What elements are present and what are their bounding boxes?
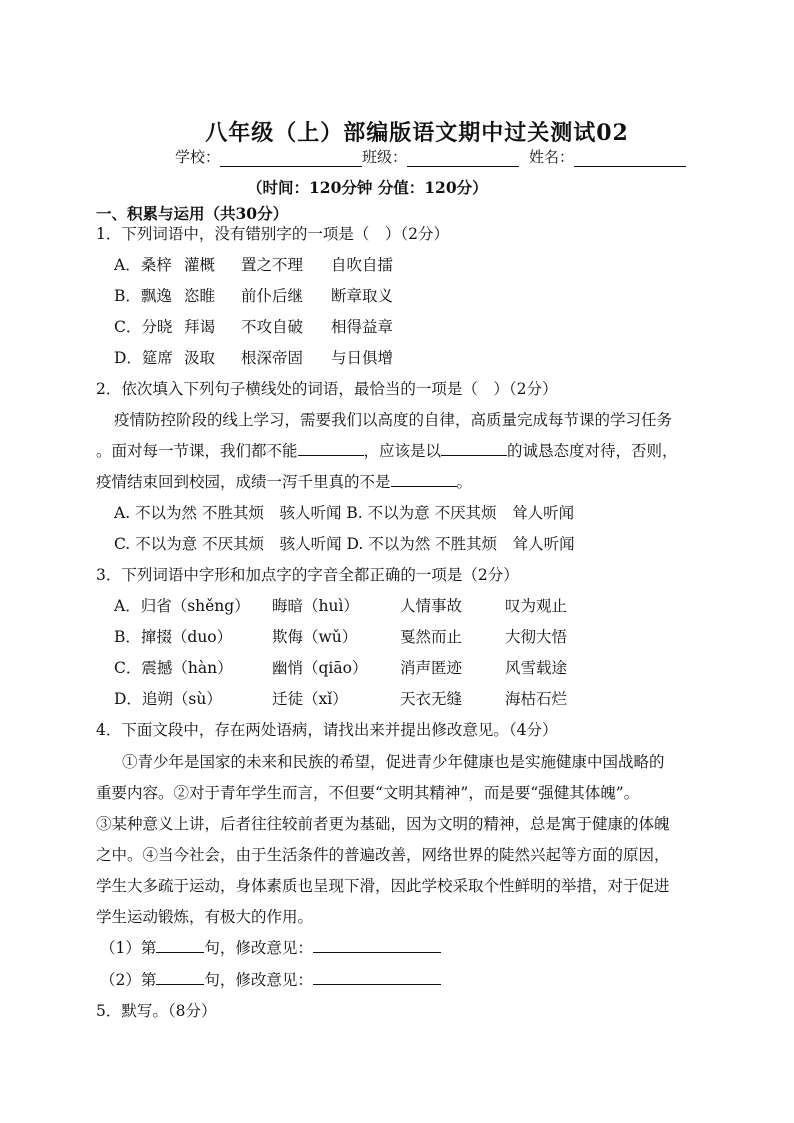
question-5-stem: 5．默写。（8分） xyxy=(96,1002,217,1020)
q2-passage-line-1: 疫情防控阶段的线上学习，需要我们以高度的自律，高质量完成每节课的学习任务 xyxy=(114,411,673,429)
question-2-stem: 2．依次填入下列句子横线处的词语，最恰当的一项是（ ）（2分） xyxy=(96,380,558,398)
q4-passage-line: 学生大多疏于运动，身体素质也呈现下滑，因此学校采取个性鲜明的举措，对于促进 xyxy=(96,877,670,895)
q3-option-b: B．撺掇（duo） 欺侮（wǔ） 戛然而止 大彻大悟 xyxy=(114,628,568,646)
section-heading: 一、积累与运用（共30分） xyxy=(96,204,289,223)
q2-blank-3[interactable] xyxy=(391,471,457,487)
q4-answer-1: （1）第 句，修改意见： xyxy=(100,937,441,959)
q1-option-c: C．分晓 拜谒 不攻自破 相得益章 xyxy=(114,318,394,336)
q2-blank-1[interactable] xyxy=(298,440,364,456)
q2-blank-2[interactable] xyxy=(441,440,507,456)
q4-sentence-blank-1[interactable] xyxy=(156,937,204,953)
q2-passage-line-2: 。面对每一节课，我们都不能 ，应该是以 的诚恳态度对待，否则， xyxy=(96,442,678,460)
q4-passage-line: ①青少年是国家的未来和民族的希望，促进青少年健康也是实施健康中国战略的 xyxy=(122,753,665,771)
q1-option-b: B．飘逸 恣睢 前仆后继 断章取义 xyxy=(114,287,394,305)
q4-passage-line: 学生运动锻炼，有极大的作用。 xyxy=(96,908,314,926)
question-4-stem: 4．下面文段中，存在两处语病，请找出来并提出修改意见。（4分） xyxy=(96,721,558,739)
school-label: 学校： xyxy=(175,148,221,166)
q3-option-c: C．震撼（hàn） 幽悄（qiāo） 消声匿迹 风雪载途 xyxy=(114,659,568,677)
q1-option-a: A．桑梓 灌概 置之不理 自吹自擂 xyxy=(114,256,394,274)
page-title: 八年级（上）部编版语文期中过关测试02 xyxy=(205,120,629,146)
q4-sentence-blank-2[interactable] xyxy=(156,969,204,985)
class-blank[interactable] xyxy=(407,150,519,167)
school-blank[interactable] xyxy=(220,150,362,167)
name-label: 姓名： xyxy=(529,148,575,166)
q2-passage-line-3: 疫情结束回到校园，成绩一泻千里真的不是 。 xyxy=(96,473,473,491)
q1-option-d: D．筵席 汲取 根深帝固 与日俱增 xyxy=(114,349,394,367)
q2-options-ab: A. 不以为然 不胜其烦 骇人听闻 B. 不以为意 不厌其烦 耸人听闻 xyxy=(114,504,575,522)
q4-passage-line: ③某种意义上讲，后者往往较前者更为基础，因为文明的精神，总是寓于健康的体魄 xyxy=(96,815,670,833)
student-info xyxy=(175,146,686,167)
question-3-stem: 3．下列词语中字形和加点字的字音全都正确的一项是（2分） xyxy=(96,566,519,584)
question-1-stem: 1．下列词语中，没有错别字的一项是（ ）（2分） xyxy=(96,225,449,243)
q4-passage-line: 重要内容。②对于青年学生而言，不但要“文明其精神”，而是要“强健其体魄”。 xyxy=(96,784,640,802)
q3-option-d: D．追朔（sù） 迁徒（xǐ） 天衣无缝 海枯石烂 xyxy=(114,690,568,708)
q2-options-cd: C. 不以为意 不厌其烦 骇人听闻 D. 不以为然 不胜其烦 耸人听闻 xyxy=(114,535,575,553)
q4-passage-line: 之中。④当今社会，由于生活条件的普遍改善，网络世界的陡然兴起等方面的原因， xyxy=(96,846,670,864)
q3-option-a: A．归省（shěng） 晦暗（huì） 人情事故 叹为观止 xyxy=(114,597,568,615)
class-label: 班级： xyxy=(362,148,408,166)
q4-advice-blank-1[interactable] xyxy=(313,937,441,953)
q4-answer-2: （2）第 句，修改意见： xyxy=(100,969,441,991)
q4-advice-blank-2[interactable] xyxy=(313,969,441,985)
time-score: （时间：120分钟 分值：120分） xyxy=(247,178,488,197)
name-blank[interactable] xyxy=(574,150,686,167)
